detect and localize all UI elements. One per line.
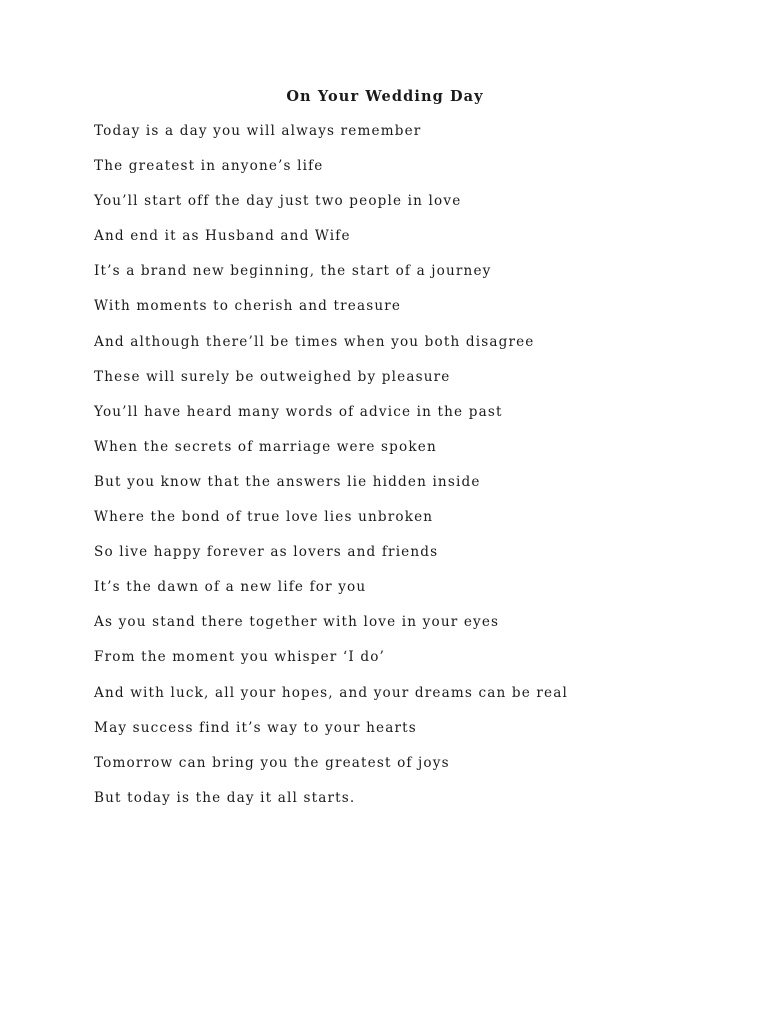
poem-line: These will surely be outweighed by pleasure bbox=[94, 368, 451, 385]
poem-line: Tomorrow can bring you the greatest of joys bbox=[94, 754, 450, 771]
poem-line: With moments to cherish and treasure bbox=[94, 298, 402, 315]
poem-line: But today is the day it all starts. bbox=[94, 789, 356, 806]
poem-line: The greatest in anyone’s life bbox=[94, 158, 324, 175]
poem-line: Today is a day you will always remember bbox=[94, 123, 422, 139]
poem-line: You’ll start off the day just two people in love bbox=[94, 193, 462, 210]
poem-line: When the secrets of marriage were spoken bbox=[94, 438, 437, 455]
poem-line: So live happy forever as lovers and friends bbox=[94, 544, 439, 561]
poem-line: It’s a brand new beginning, the start of a journey bbox=[94, 263, 492, 280]
poem-line: May success find it’s way to your hearts bbox=[94, 719, 417, 736]
poem-line: And although there’ll be times when you both disagree bbox=[94, 333, 535, 350]
poem-line: But you know that the answers lie hidden inside bbox=[94, 473, 481, 490]
poem-line: And end it as Husband and Wife bbox=[94, 228, 351, 245]
poem-line: From the moment you whisper ‘I do’ bbox=[94, 649, 385, 666]
poem-line: As you stand there together with love in your eyes bbox=[94, 614, 500, 631]
poem-line: And with luck, all your hopes, and your dreams can be real bbox=[94, 684, 568, 701]
poem-body bbox=[94, 121, 734, 823]
poem-title: On Your Wedding Day bbox=[286, 88, 484, 105]
poem-line: Where the bond of true love lies unbroken bbox=[94, 509, 434, 526]
poem-line: You’ll have heard many words of advice in the past bbox=[94, 403, 503, 420]
poem-line: It’s the dawn of a new life for you bbox=[94, 579, 367, 596]
